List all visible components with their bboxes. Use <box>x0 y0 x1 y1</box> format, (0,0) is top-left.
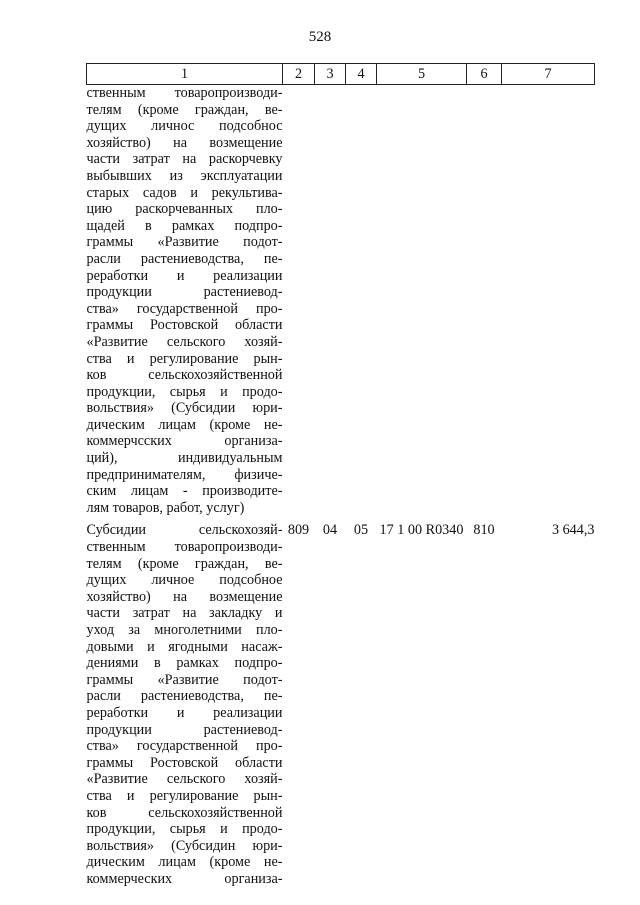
row-1-col-5 <box>377 85 467 517</box>
text-line: граммы Ростовской области <box>86 317 283 334</box>
column-header-4: 4 <box>346 64 377 85</box>
text-line: хозяйство) на возмещение <box>86 134 283 151</box>
text-line: граммы «Развитие подот- <box>86 671 283 688</box>
text-line: граммы «Развитие подот- <box>86 234 283 251</box>
text-line: продукции, сырья и продо- <box>86 821 283 838</box>
text-line: ства» государственной про- <box>86 738 283 755</box>
text-line: старых садов и рекультива- <box>86 184 283 201</box>
text-line: коммерческих организа- <box>86 870 283 887</box>
row-1-col-7 <box>502 85 595 517</box>
text-line: выбывших из эксплуатации <box>86 167 283 184</box>
column-header-6: 6 <box>467 64 502 85</box>
text-line: реработки и реализации <box>86 267 283 284</box>
text-line: части затрат на закладку и <box>86 605 283 622</box>
text-line: продукции растениевод- <box>86 284 283 301</box>
text-line: ков сельскохозяйственной <box>86 804 283 821</box>
table-row <box>87 516 595 887</box>
text-line: ций), индивидуальным <box>86 450 283 467</box>
row-1-col-4 <box>346 85 377 517</box>
text-line: продукции, сырья и продо- <box>86 383 283 400</box>
row-2-col-2: 809 <box>287 522 310 539</box>
text-line: части затрат на раскорчевку <box>86 151 283 168</box>
text-line: продукции растениевод- <box>86 721 283 738</box>
text-line: вольствия» (Субсидин юри- <box>86 837 283 854</box>
text-line: телям (кроме граждан, ве- <box>86 101 283 118</box>
text-line: дениями в рамках подпро- <box>86 655 283 672</box>
text-line: лям товаров, работ, услуг) <box>86 499 245 516</box>
text-line: цию раскорчеванных пло- <box>86 201 283 218</box>
column-header-1: 1 <box>87 64 283 85</box>
text-line: ским лицам - производите- <box>86 483 283 500</box>
text-line: ства и регулирование рын- <box>86 787 283 804</box>
row-2-col-6: 810 <box>473 522 495 539</box>
row-1-description <box>87 85 283 517</box>
text-line: коммерчсских организа- <box>86 433 283 450</box>
row-2-col-7: 3 644,3 <box>551 522 595 539</box>
text-line: ства» государственной про- <box>86 300 283 317</box>
table-row <box>87 85 595 517</box>
text-line: предпринимателям, физиче- <box>86 466 283 483</box>
text-line: ства и регулирование рын- <box>86 350 283 367</box>
column-header-2: 2 <box>283 64 315 85</box>
text-line: расли растениеводства, пе- <box>86 688 283 705</box>
text-line: Субсидии сельскохозяй- <box>86 522 283 539</box>
text-line: ков сельскохозяйственной <box>86 367 283 384</box>
text-line: ственным товаропроизводи- <box>86 85 283 101</box>
budget-table <box>86 63 595 888</box>
text-line: «Развитие сельского хозяй- <box>86 333 283 350</box>
page-number: 528 <box>308 29 332 45</box>
text-line: дущих личное подсобное <box>86 572 283 589</box>
text-line: вольствия» (Субсидии юри- <box>86 400 283 417</box>
text-line: ственным товаропроизводи- <box>86 539 283 556</box>
header-row <box>87 64 595 85</box>
text-line: щадей в рамках подпро- <box>86 217 283 234</box>
text-line: хозяйство) на возмещение <box>86 588 283 605</box>
text-line: дическим лицам (кроме не- <box>86 416 283 433</box>
text-line: граммы Ростовской области <box>86 754 283 771</box>
column-header-5: 5 <box>377 64 467 85</box>
row-1-col-2 <box>283 85 315 517</box>
column-header-7: 7 <box>502 64 595 85</box>
text-line: «Развитие сельского хозяй- <box>86 771 283 788</box>
text-line: уход за многолетними пло- <box>86 622 283 638</box>
row-1-col-6 <box>467 85 502 517</box>
row-2-description <box>87 516 283 887</box>
text-line: дущих личнос подсобнос <box>86 118 283 135</box>
row-2-col-5: 17 1 00 R0340 <box>379 522 464 539</box>
text-line: дическим лицам (кроме не- <box>86 854 283 871</box>
text-line: реработки и реализации <box>86 704 283 721</box>
text-line: телям (кроме граждан, ве- <box>86 555 283 572</box>
column-header-3: 3 <box>315 64 346 85</box>
row-2-col-4: 05 <box>353 522 369 539</box>
text-line: расли растениеводства, пе- <box>86 250 283 267</box>
row-2-col-3: 04 <box>322 522 338 539</box>
row-1-col-3 <box>315 85 346 517</box>
text-line: довыми и ягодными насаж- <box>86 638 283 655</box>
